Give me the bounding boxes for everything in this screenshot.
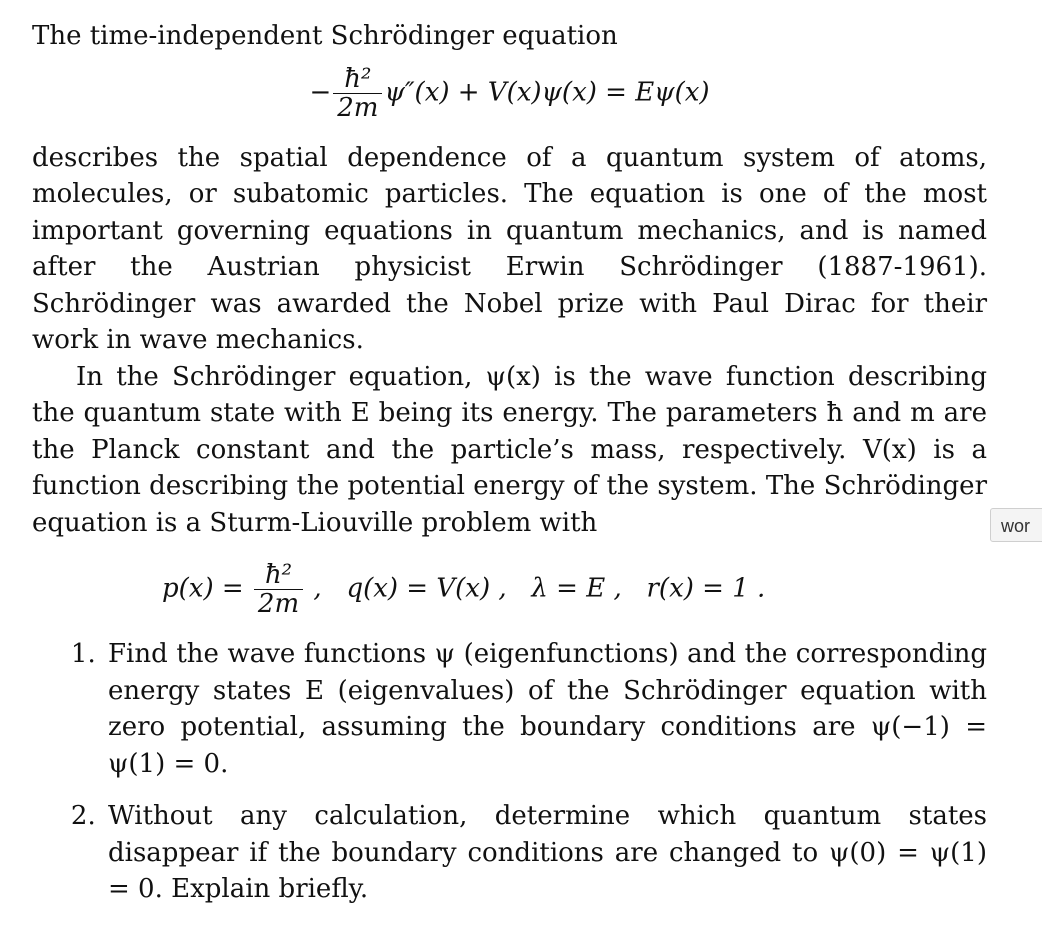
schrodinger-equation [32,65,987,122]
equation2-rest: , q(x) = V(x) , λ = E , r(x) = 1 . [313,573,766,604]
paragraph-sturm-liouville: In the Schrödinger equation, ψ(x) is the wave function describing the quantum state with E being its energy. The parameters ħ and m are the Planck constant and the particle’s mass, respectively. V(x) is a function describing the potential energy of the system. The Schrödinger equation is a Sturm-Liouville problem with [32,361,987,538]
side-word-button[interactable]: wor [990,508,1042,542]
fraction-denominator-2: 2m [257,589,300,619]
question-item-1: 1. Find the wave functions ψ (eigenfunctions) and the corresponding energy states E (eigenvalues) of the Schrödinger equation with zero potential, assuming the boundary conditions are ψ(−1) = ψ(1) = 0. [104,636,987,782]
document-page [32,18,987,924]
fraction-denominator: 2m [337,92,379,123]
intro-line: The time-independent Schrödinger equation [32,21,618,51]
p-of-x: p(x) = [162,573,244,604]
question-list [32,636,987,908]
question-item-2: 2. Without any calculation, determine which quantum states disappear if the boundary conditions are changed to ψ(0) = ψ(1) = 0. Explain briefly. [104,798,987,908]
hbar-fraction-2 [254,561,303,618]
equation-rest: ψ″(x) + V(x)ψ(x) = Eψ(x) [384,77,710,107]
sturm-liouville-equation [32,561,987,618]
paragraph-description: describes the spatial dependence of a quantum system of atoms, molecules, or subatomic particles. The equation is one of the most important governing equations in quantum mechanics, and is named after the Austrian physicist Erwin Schrödinger (1887-1961). Schrödinger was awarded the Nobel prize with Paul Dirac for their work in wave mechanics. [32,142,987,355]
fraction-numerator: ħ² [333,65,382,94]
fraction-numerator-2: ħ² [254,561,303,590]
minus-sign: − [309,77,332,107]
hbar-fraction [333,65,382,122]
